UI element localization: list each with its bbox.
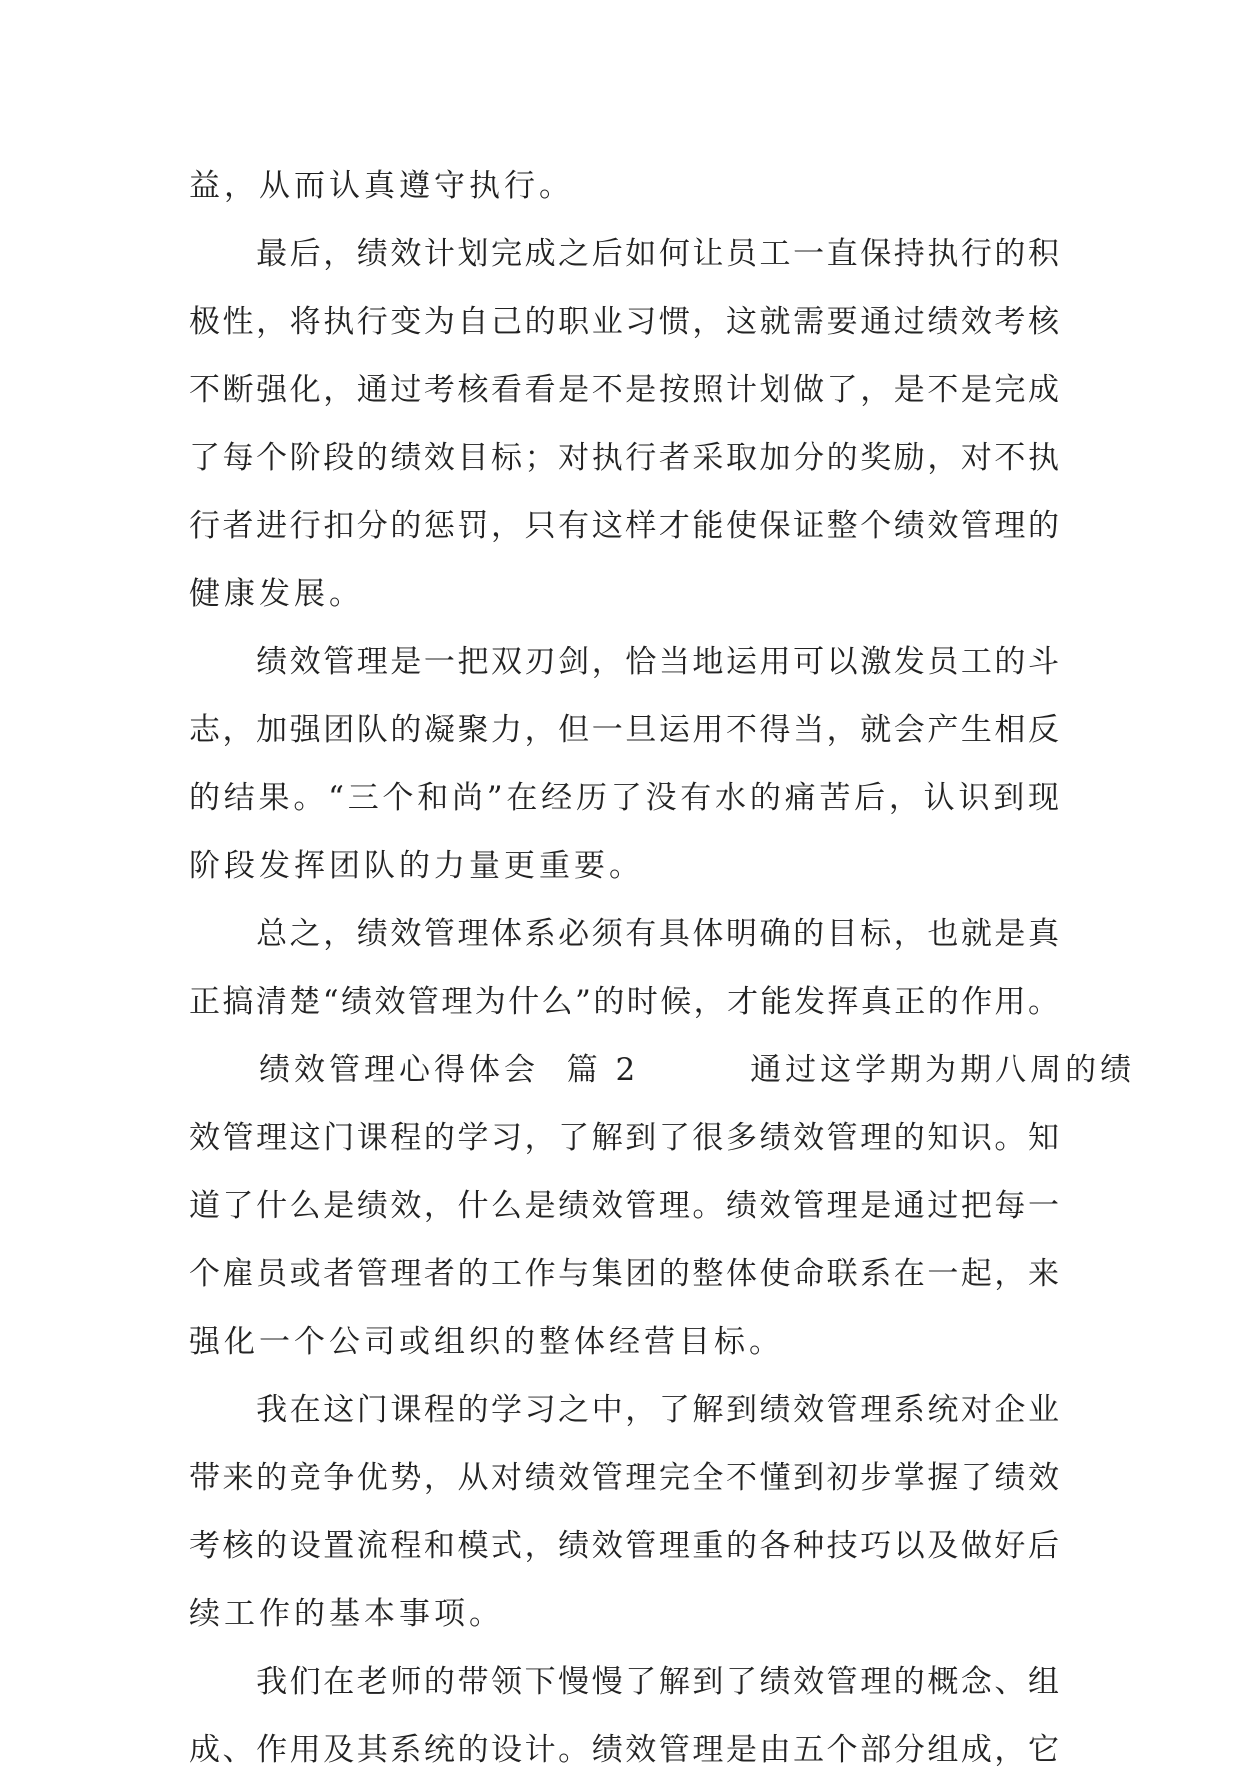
text-line: 正搞清楚“绩效管理为什么”的时候，才能发挥真正的作用。 (189, 984, 1059, 1020)
text-line: 我们在老师的带领下慢慢了解到了绩效管理的概念、组 (189, 1664, 1059, 1700)
text-line: 健康发展。 (189, 576, 364, 612)
text-line: 行者进行扣分的惩罚，只有这样才能使保证整个绩效管理的 (189, 508, 1059, 544)
text-line: 了每个阶段的绩效目标；对执行者采取加分的奖励，对不执 (189, 440, 1059, 476)
text-line: 最后，绩效计划完成之后如何让员工一直保持执行的积 (189, 236, 1059, 272)
text-line: 效管理这门课程的学习，了解到了很多绩效管理的知识。知 (189, 1120, 1059, 1156)
text-line: 续工作的基本事项。 (189, 1596, 504, 1632)
text-line: 志，加强团队的凝聚力，但一旦运用不得当，就会产生相反 (189, 712, 1059, 748)
body-text (189, 152, 1136, 1784)
text-line: 绩效管理是一把双刃剑，恰当地运用可以激发员工的斗 (189, 644, 1059, 680)
text-line: 强化一个公司或组织的整体经营目标。 (189, 1324, 784, 1360)
text-line: 带来的竞争优势，从对绩效管理完全不懂到初步掌握了绩效 (189, 1460, 1059, 1496)
text-line: 我在这门课程的学习之中，了解到绩效管理系统对企业 (189, 1392, 1059, 1428)
text-line: 总之，绩效管理体系必须有具体明确的目标，也就是真 (189, 916, 1059, 952)
text-line: 个雇员或者管理者的工作与集团的整体使命联系在一起，来 (189, 1256, 1059, 1292)
text-line: 阶段发挥团队的力量更重要。 (189, 848, 644, 884)
text-line: 的结果。“三个和尚”在经历了没有水的痛苦后，认识到现 (189, 780, 1059, 816)
text-line: 道了什么是绩效，什么是绩效管理。绩效管理是通过把每一 (189, 1188, 1059, 1224)
section-heading-line: 绩效管理心得体会 篇 2 通过这学期为期八周的绩 (189, 1052, 1136, 1088)
text-line: 益，从而认真遵守执行。 (189, 168, 574, 204)
text-line: 成、作用及其系统的设计。绩效管理是由五个部分组成，它 (189, 1732, 1059, 1768)
text-line: 不断强化，通过考核看看是不是按照计划做了，是不是完成 (189, 372, 1059, 408)
text-line: 考核的设置流程和模式，绩效管理重的各种技巧以及做好后 (189, 1528, 1059, 1564)
text-line: 极性，将执行变为自己的职业习惯，这就需要通过绩效考核 (189, 304, 1059, 340)
